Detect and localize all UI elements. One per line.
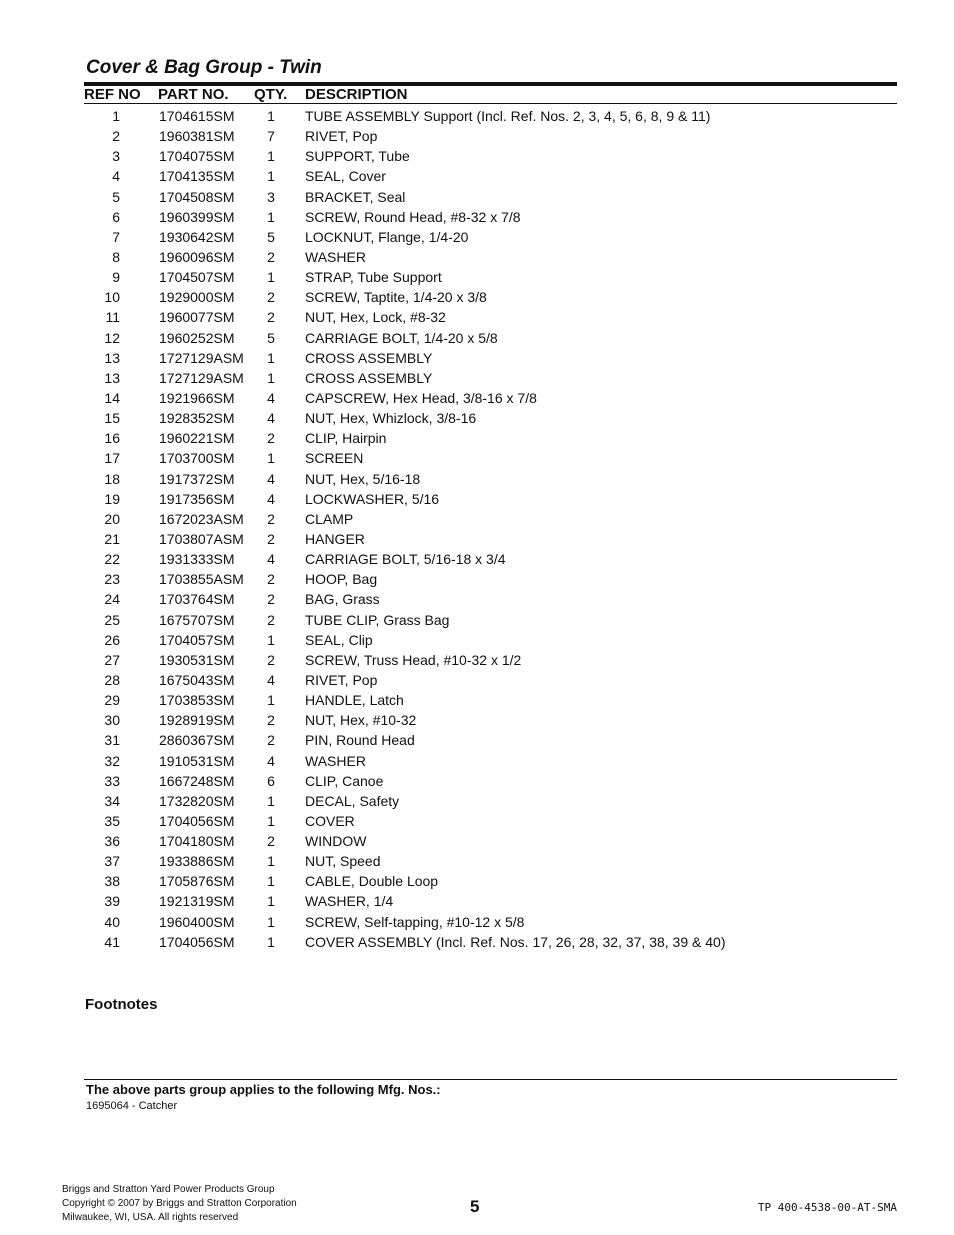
description-cell: NUT, Hex, #10-32 bbox=[305, 712, 417, 729]
qty-cell: 1 bbox=[267, 631, 275, 648]
part-no-cell: 1960096SM bbox=[159, 248, 235, 265]
table-row bbox=[0, 811, 954, 831]
table-row bbox=[0, 187, 954, 207]
qty-cell: 1 bbox=[267, 369, 275, 386]
description-cell: SCREW, Self-tapping, #10-12 x 5/8 bbox=[305, 913, 525, 930]
qty-cell: 1 bbox=[267, 853, 275, 870]
ref-no-cell: 32 bbox=[104, 752, 120, 769]
ref-no-cell: 6 bbox=[112, 208, 120, 225]
part-no-cell: 1931333SM bbox=[159, 551, 235, 568]
ref-no-cell: 25 bbox=[104, 611, 120, 628]
description-cell: COVER ASSEMBLY (Incl. Ref. Nos. 17, 26, 28, 32, 37, 38, 39 & 40) bbox=[305, 933, 726, 950]
table-row bbox=[0, 710, 954, 730]
ref-no-cell: 24 bbox=[104, 591, 120, 608]
ref-no-cell: 2 bbox=[112, 128, 120, 145]
part-no-cell: 1930642SM bbox=[159, 228, 235, 245]
table-row bbox=[0, 287, 954, 307]
description-cell: CARRIAGE BOLT, 5/16-18 x 3/4 bbox=[305, 551, 506, 568]
description-cell: CLIP, Canoe bbox=[305, 772, 384, 789]
header-description: DESCRIPTION bbox=[305, 86, 408, 103]
part-no-cell: 1910531SM bbox=[159, 752, 235, 769]
qty-cell: 2 bbox=[267, 833, 275, 850]
ref-no-cell: 23 bbox=[104, 571, 120, 588]
table-row bbox=[0, 227, 954, 247]
ref-no-cell: 20 bbox=[104, 510, 120, 527]
part-no-cell: 1703855ASM bbox=[159, 571, 244, 588]
description-cell: WASHER bbox=[305, 248, 366, 265]
qty-cell: 1 bbox=[267, 933, 275, 950]
description-cell: SCREW, Round Head, #8-32 x 7/8 bbox=[305, 208, 521, 225]
part-no-cell: 1705876SM bbox=[159, 873, 235, 890]
description-cell: CLAMP bbox=[305, 510, 354, 527]
table-row bbox=[0, 146, 954, 166]
ref-no-cell: 8 bbox=[112, 248, 120, 265]
part-no-cell: 1704056SM bbox=[159, 933, 235, 950]
table-row bbox=[0, 610, 954, 630]
table-row bbox=[0, 529, 954, 549]
mfg-rule bbox=[84, 1079, 897, 1080]
page-number: 5 bbox=[470, 1197, 480, 1216]
table-row bbox=[0, 247, 954, 267]
table-row bbox=[0, 448, 954, 468]
ref-no-cell: 26 bbox=[104, 631, 120, 648]
table-row bbox=[0, 328, 954, 348]
table-row bbox=[0, 912, 954, 932]
footer-copyright: Copyright © 2007 by Briggs and Stratton Corporation bbox=[62, 1198, 297, 1209]
part-no-cell: 1703853SM bbox=[159, 692, 235, 709]
ref-no-cell: 38 bbox=[104, 873, 120, 890]
table-row bbox=[0, 489, 954, 509]
description-cell: SUPPORT, Tube bbox=[305, 148, 410, 165]
description-cell: WINDOW bbox=[305, 833, 367, 850]
table-row bbox=[0, 106, 954, 126]
table-row bbox=[0, 166, 954, 186]
qty-cell: 2 bbox=[267, 732, 275, 749]
description-cell: HANDLE, Latch bbox=[305, 692, 404, 709]
description-cell: LOCKWASHER, 5/16 bbox=[305, 490, 440, 507]
description-cell: SEAL, Clip bbox=[305, 631, 373, 648]
ref-no-cell: 39 bbox=[104, 893, 120, 910]
qty-cell: 6 bbox=[267, 772, 275, 789]
qty-cell: 1 bbox=[267, 349, 275, 366]
qty-cell: 2 bbox=[267, 571, 275, 588]
ref-no-cell: 15 bbox=[104, 410, 120, 427]
part-no-cell: 1933886SM bbox=[159, 853, 235, 870]
part-no-cell: 1704057SM bbox=[159, 631, 235, 648]
qty-cell: 4 bbox=[267, 490, 275, 507]
qty-cell: 1 bbox=[267, 893, 275, 910]
ref-no-cell: 33 bbox=[104, 772, 120, 789]
table-row bbox=[0, 408, 954, 428]
description-cell: NUT, Hex, 5/16-18 bbox=[305, 470, 421, 487]
header-rule bbox=[84, 103, 897, 104]
qty-cell: 1 bbox=[267, 208, 275, 225]
ref-no-cell: 13 bbox=[104, 349, 120, 366]
table-row bbox=[0, 207, 954, 227]
footer-company: Briggs and Stratton Yard Power Products Group bbox=[62, 1184, 275, 1195]
qty-cell: 4 bbox=[267, 410, 275, 427]
ref-no-cell: 21 bbox=[104, 530, 120, 547]
qty-cell: 5 bbox=[267, 329, 275, 346]
part-no-cell: 1732820SM bbox=[159, 792, 235, 809]
qty-cell: 2 bbox=[267, 510, 275, 527]
part-no-cell: 1704507SM bbox=[159, 269, 235, 286]
part-no-cell: 1921966SM bbox=[159, 389, 235, 406]
page-title: Cover & Bag Group - Twin bbox=[86, 57, 322, 78]
header-qty: QTY. bbox=[254, 86, 288, 103]
part-no-cell: 1703807ASM bbox=[159, 530, 244, 547]
description-cell: SCREEN bbox=[305, 450, 364, 467]
ref-no-cell: 31 bbox=[104, 732, 120, 749]
qty-cell: 1 bbox=[267, 269, 275, 286]
table-row bbox=[0, 428, 954, 448]
part-no-cell: 1704615SM bbox=[159, 108, 235, 124]
part-no-cell: 1704075SM bbox=[159, 148, 235, 165]
description-cell: CLIP, Hairpin bbox=[305, 430, 387, 447]
ref-no-cell: 22 bbox=[104, 551, 120, 568]
table-row bbox=[0, 589, 954, 609]
qty-cell: 2 bbox=[267, 611, 275, 628]
table-row bbox=[0, 388, 954, 408]
part-no-cell: 1675707SM bbox=[159, 611, 235, 628]
table-row bbox=[0, 650, 954, 670]
table-row bbox=[0, 871, 954, 891]
part-no-cell: 1929000SM bbox=[159, 289, 235, 306]
description-cell: BRACKET, Seal bbox=[305, 188, 406, 205]
table-row bbox=[0, 670, 954, 690]
ref-no-cell: 9 bbox=[112, 269, 120, 286]
ref-no-cell: 35 bbox=[104, 812, 120, 829]
ref-no-cell: 29 bbox=[104, 692, 120, 709]
ref-no-cell: 19 bbox=[104, 490, 120, 507]
ref-no-cell: 16 bbox=[104, 430, 120, 447]
part-no-cell: 1704508SM bbox=[159, 188, 235, 205]
ref-no-cell: 27 bbox=[104, 651, 120, 668]
ref-no-cell: 18 bbox=[104, 470, 120, 487]
qty-cell: 2 bbox=[267, 248, 275, 265]
part-no-cell: 1928919SM bbox=[159, 712, 235, 729]
ref-no-cell: 17 bbox=[104, 450, 120, 467]
description-cell: RIVET, Pop bbox=[305, 128, 378, 145]
ref-no-cell: 7 bbox=[112, 228, 120, 245]
ref-no-cell: 37 bbox=[104, 853, 120, 870]
description-cell: CABLE, Double Loop bbox=[305, 873, 439, 890]
qty-cell: 1 bbox=[267, 812, 275, 829]
part-no-cell: 1703700SM bbox=[159, 450, 235, 467]
part-no-cell: 1930531SM bbox=[159, 651, 235, 668]
ref-no-cell: 12 bbox=[104, 329, 120, 346]
description-cell: LOCKNUT, Flange, 1/4-20 bbox=[305, 228, 469, 245]
header-ref-no: REF NO bbox=[84, 86, 141, 103]
ref-no-cell: 41 bbox=[104, 933, 120, 950]
description-cell: COVER bbox=[305, 812, 355, 829]
description-cell: SCREW, Truss Head, #10-32 x 1/2 bbox=[305, 651, 522, 668]
part-no-cell: 2860367SM bbox=[159, 732, 235, 749]
ref-no-cell: 40 bbox=[104, 913, 120, 930]
table-row bbox=[0, 549, 954, 569]
table-row bbox=[0, 891, 954, 911]
part-no-cell: 1960399SM bbox=[159, 208, 235, 225]
qty-cell: 1 bbox=[267, 450, 275, 467]
ref-no-cell: 34 bbox=[104, 792, 120, 809]
description-cell: CROSS ASSEMBLY bbox=[305, 349, 433, 366]
table-row bbox=[0, 267, 954, 287]
part-no-cell: 1960221SM bbox=[159, 430, 235, 447]
description-cell: HANGER bbox=[305, 530, 365, 547]
table-row bbox=[0, 831, 954, 851]
footer-rights: Milwaukee, WI, USA. All rights reserved bbox=[62, 1212, 239, 1223]
qty-cell: 2 bbox=[267, 309, 275, 326]
part-no-cell: 1960400SM bbox=[159, 913, 235, 930]
table-row bbox=[0, 771, 954, 791]
ref-no-cell: 3 bbox=[112, 148, 120, 165]
qty-cell: 1 bbox=[267, 913, 275, 930]
table-row bbox=[0, 368, 954, 388]
part-no-cell: 1921319SM bbox=[159, 893, 235, 910]
table-row bbox=[0, 751, 954, 771]
description-cell: HOOP, Bag bbox=[305, 571, 378, 588]
description-cell: STRAP, Tube Support bbox=[305, 269, 442, 286]
description-cell: RIVET, Pop bbox=[305, 671, 378, 688]
ref-no-cell: 36 bbox=[104, 833, 120, 850]
qty-cell: 4 bbox=[267, 389, 275, 406]
description-cell: SEAL, Cover bbox=[305, 168, 386, 185]
description-cell: CARRIAGE BOLT, 1/4-20 x 5/8 bbox=[305, 329, 498, 346]
description-cell: TUBE CLIP, Grass Bag bbox=[305, 611, 450, 628]
ref-no-cell: 4 bbox=[112, 168, 120, 185]
description-cell: WASHER bbox=[305, 752, 366, 769]
qty-cell: 2 bbox=[267, 289, 275, 306]
table-row bbox=[0, 932, 954, 952]
description-cell: NUT, Speed bbox=[305, 853, 381, 870]
description-cell: SCREW, Taptite, 1/4-20 x 3/8 bbox=[305, 289, 487, 306]
header-part-no: PART NO. bbox=[158, 86, 229, 103]
table-row bbox=[0, 730, 954, 750]
qty-cell: 1 bbox=[267, 873, 275, 890]
description-cell: DECAL, Safety bbox=[305, 792, 400, 809]
mfg-heading: The above parts group applies to the following Mfg. Nos.: bbox=[86, 1082, 441, 1097]
qty-cell: 4 bbox=[267, 671, 275, 688]
table-row bbox=[0, 630, 954, 650]
table-row bbox=[0, 690, 954, 710]
table-row bbox=[0, 851, 954, 871]
footnotes-heading: Footnotes bbox=[85, 996, 158, 1013]
part-no-cell: 1704056SM bbox=[159, 812, 235, 829]
ref-no-cell: 10 bbox=[104, 289, 120, 306]
document-number: TP 400-4538-00-AT-SMA bbox=[757, 1201, 897, 1214]
table-row bbox=[0, 569, 954, 589]
table-row bbox=[0, 791, 954, 811]
part-no-cell: 1667248SM bbox=[159, 772, 235, 789]
ref-no-cell: 14 bbox=[104, 389, 120, 406]
qty-cell: 4 bbox=[267, 752, 275, 769]
qty-cell: 1 bbox=[267, 692, 275, 709]
qty-cell: 2 bbox=[267, 530, 275, 547]
table-row bbox=[0, 509, 954, 529]
description-cell: BAG, Grass bbox=[305, 591, 380, 608]
description-cell: NUT, Hex, Lock, #8-32 bbox=[305, 309, 446, 326]
ref-no-cell: 5 bbox=[112, 188, 120, 205]
description-cell: CAPSCREW, Hex Head, 3/8-16 x 7/8 bbox=[305, 389, 537, 406]
description-cell: PIN, Round Head bbox=[305, 732, 415, 749]
part-no-cell: 1675043SM bbox=[159, 671, 235, 688]
part-no-cell: 1960077SM bbox=[159, 309, 235, 326]
ref-no-cell: 13 bbox=[104, 369, 120, 386]
description-cell: CROSS ASSEMBLY bbox=[305, 369, 433, 386]
table-row bbox=[0, 126, 954, 146]
qty-cell: 1 bbox=[267, 168, 275, 185]
ref-no-cell: 30 bbox=[104, 712, 120, 729]
part-no-cell: 1917356SM bbox=[159, 490, 235, 507]
description-cell: WASHER, 1/4 bbox=[305, 893, 394, 910]
ref-no-cell: 1 bbox=[112, 108, 120, 124]
table-row bbox=[0, 307, 954, 327]
qty-cell: 1 bbox=[267, 108, 275, 124]
mfg-number: 1695064 - Catcher bbox=[86, 1100, 178, 1112]
part-no-cell: 1917372SM bbox=[159, 470, 235, 487]
description-cell: TUBE ASSEMBLY Support (Incl. Ref. Nos. 2, 3, 4, 5, 6, 8, 9 & 11) bbox=[305, 108, 711, 124]
part-no-cell: 1727129ASM bbox=[159, 369, 244, 386]
qty-cell: 2 bbox=[267, 651, 275, 668]
table-row bbox=[0, 469, 954, 489]
qty-cell: 2 bbox=[267, 712, 275, 729]
qty-cell: 2 bbox=[267, 591, 275, 608]
ref-no-cell: 28 bbox=[104, 671, 120, 688]
qty-cell: 1 bbox=[267, 792, 275, 809]
part-no-cell: 1960252SM bbox=[159, 329, 235, 346]
part-no-cell: 1727129ASM bbox=[159, 349, 244, 366]
qty-cell: 1 bbox=[267, 148, 275, 165]
part-no-cell: 1928352SM bbox=[159, 410, 235, 427]
part-no-cell: 1704135SM bbox=[159, 168, 235, 185]
qty-cell: 2 bbox=[267, 430, 275, 447]
ref-no-cell: 11 bbox=[105, 309, 120, 326]
qty-cell: 7 bbox=[267, 128, 275, 145]
qty-cell: 3 bbox=[267, 188, 275, 205]
table-row bbox=[0, 348, 954, 368]
part-no-cell: 1672023ASM bbox=[159, 510, 244, 527]
part-no-cell: 1704180SM bbox=[159, 833, 235, 850]
qty-cell: 5 bbox=[267, 228, 275, 245]
parts-table bbox=[0, 106, 954, 952]
description-cell: NUT, Hex, Whizlock, 3/8-16 bbox=[305, 410, 477, 427]
qty-cell: 4 bbox=[267, 551, 275, 568]
qty-cell: 4 bbox=[267, 470, 275, 487]
part-no-cell: 1960381SM bbox=[159, 128, 235, 145]
part-no-cell: 1703764SM bbox=[159, 591, 235, 608]
